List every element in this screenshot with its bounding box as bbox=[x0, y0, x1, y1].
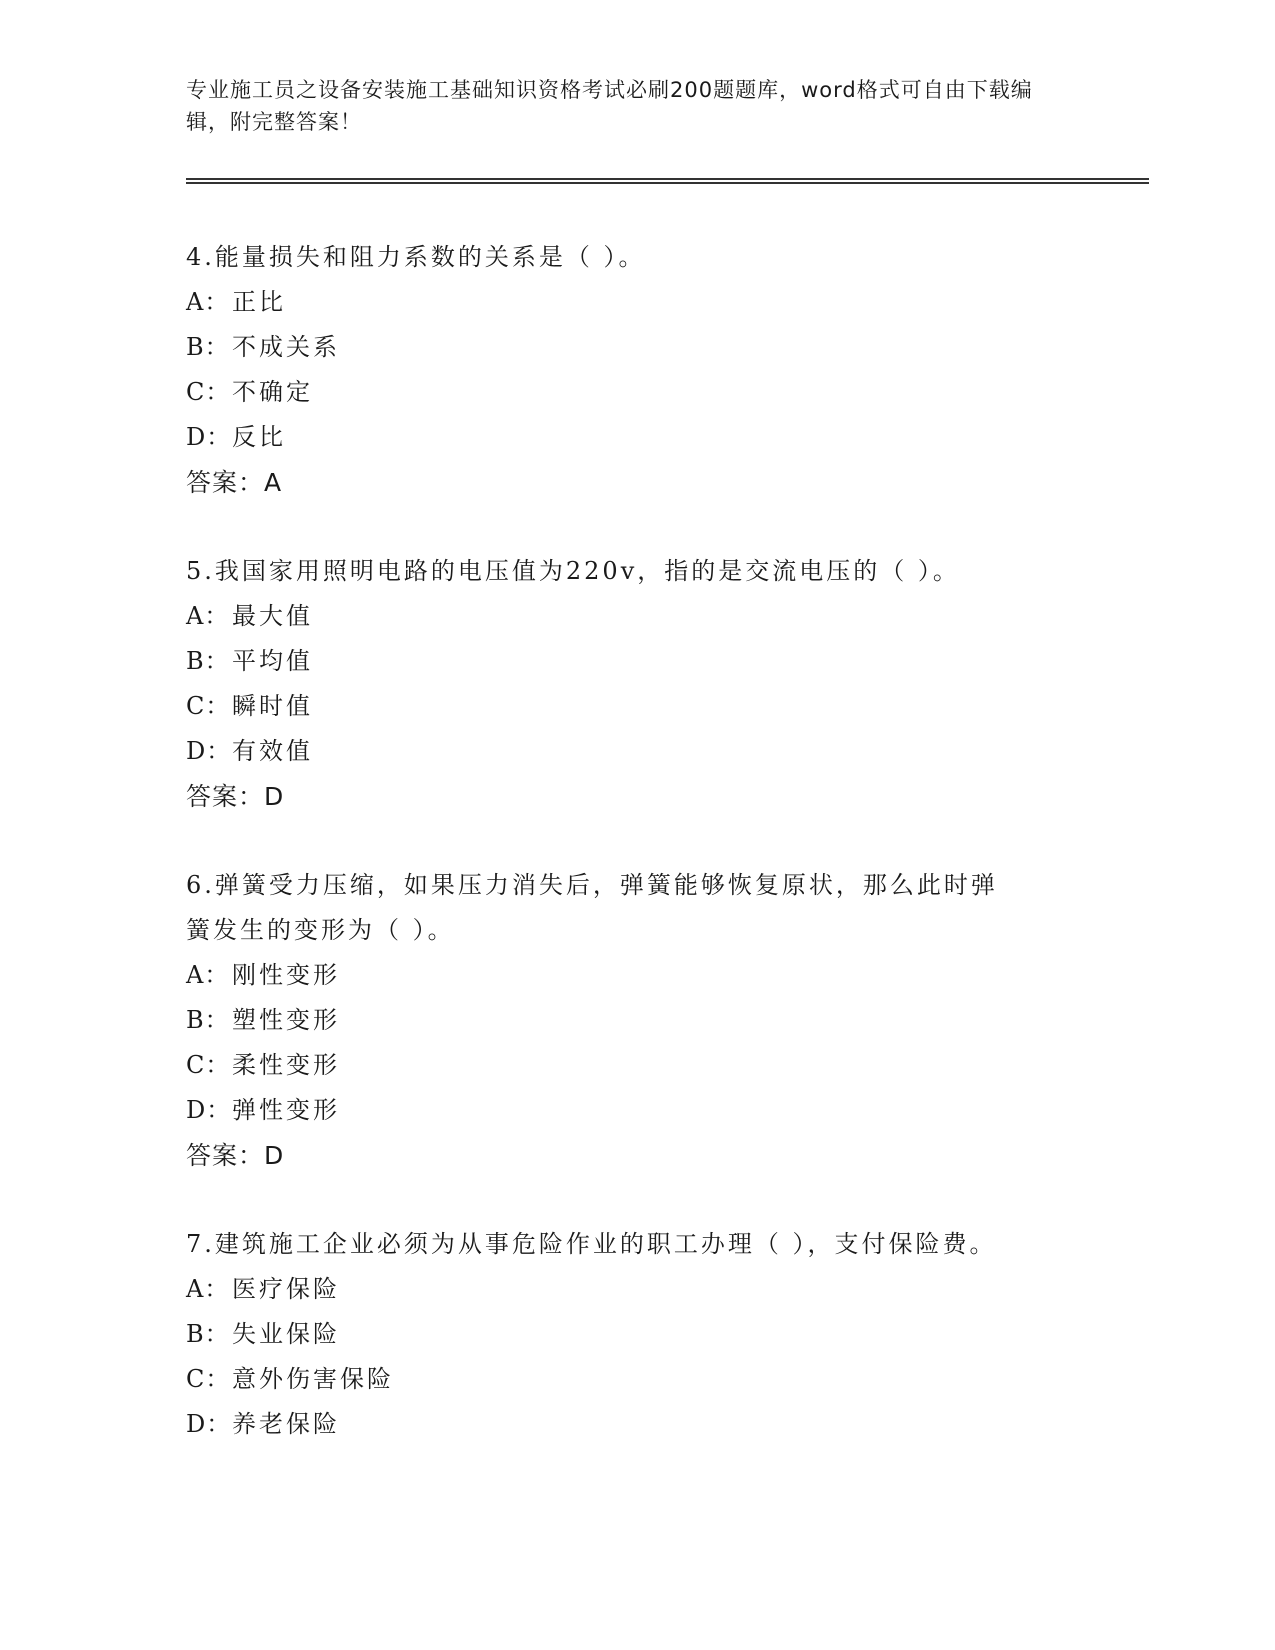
question-block bbox=[186, 863, 1086, 1178]
question-text: 7.建筑施工企业必须为从事危险作业的职工办理（ ），支付保险费。 bbox=[186, 1230, 997, 1258]
option-key: B： bbox=[186, 333, 230, 361]
option-text: 柔性变形 bbox=[232, 1051, 340, 1079]
option-text: 失业保险 bbox=[232, 1320, 340, 1348]
answer-option bbox=[186, 1312, 1086, 1357]
answer-option bbox=[186, 953, 1086, 998]
question-list bbox=[186, 235, 1086, 1491]
answer-option bbox=[186, 594, 1086, 639]
question-text: 4.能量损失和阻力系数的关系是（ ）。 bbox=[186, 243, 646, 271]
option-text: 平均值 bbox=[232, 647, 313, 675]
option-key: D： bbox=[186, 423, 232, 451]
option-text: 养老保险 bbox=[232, 1410, 340, 1438]
answer-option bbox=[186, 729, 1086, 774]
option-text: 最大值 bbox=[232, 602, 313, 630]
answer-option bbox=[186, 998, 1086, 1043]
option-key: D： bbox=[186, 1096, 232, 1124]
option-key: B： bbox=[186, 1006, 230, 1034]
answer-option bbox=[186, 415, 1086, 460]
option-text: 有效值 bbox=[232, 737, 313, 765]
option-text: 反比 bbox=[232, 423, 286, 451]
document-header: 专业施工员之设备安装施工基础知识资格考试必刷200题题库，word格式可自由下载编辑，附完整答案！ bbox=[186, 78, 1033, 134]
answer-option bbox=[186, 325, 1086, 370]
answer-option bbox=[186, 1357, 1086, 1402]
answer-option bbox=[186, 1402, 1086, 1447]
option-key: B： bbox=[186, 1320, 230, 1348]
option-key: C： bbox=[186, 692, 231, 720]
option-text: 医疗保险 bbox=[232, 1275, 340, 1303]
option-key: D： bbox=[186, 737, 232, 765]
option-key: A： bbox=[186, 1275, 230, 1303]
question-block bbox=[186, 235, 1086, 505]
option-key: A： bbox=[186, 288, 230, 316]
answer-option bbox=[186, 1043, 1086, 1088]
option-text: 塑性变形 bbox=[232, 1006, 340, 1034]
option-key: A： bbox=[186, 961, 230, 989]
option-key: C： bbox=[186, 1051, 231, 1079]
answer-option bbox=[186, 1267, 1086, 1312]
answer-key: 答案：A bbox=[186, 468, 283, 497]
question-block bbox=[186, 549, 1086, 819]
answer-option bbox=[186, 639, 1086, 684]
option-key: C： bbox=[186, 1365, 231, 1393]
answer-option bbox=[186, 1088, 1086, 1133]
option-key: C： bbox=[186, 378, 231, 406]
option-text: 意外伤害保险 bbox=[232, 1365, 394, 1393]
answer-key: 答案：D bbox=[186, 1141, 285, 1170]
header-divider-top bbox=[186, 178, 1149, 180]
header-divider-bottom bbox=[186, 182, 1149, 184]
option-text: 不确定 bbox=[232, 378, 313, 406]
option-text: 刚性变形 bbox=[232, 961, 340, 989]
option-text: 不成关系 bbox=[232, 333, 340, 361]
question-text: 簧发生的变形为（ ）。 bbox=[186, 916, 455, 944]
answer-option bbox=[186, 370, 1086, 415]
option-text: 瞬时值 bbox=[232, 692, 313, 720]
option-key: D： bbox=[186, 1410, 232, 1438]
option-text: 弹性变形 bbox=[232, 1096, 340, 1124]
option-key: A： bbox=[186, 602, 230, 630]
answer-key: 答案：D bbox=[186, 782, 285, 811]
question-text: 6.弹簧受力压缩，如果压力消失后，弹簧能够恢复原状，那么此时弹 bbox=[186, 871, 998, 899]
question-block bbox=[186, 1222, 1086, 1447]
option-key: B： bbox=[186, 647, 230, 675]
option-text: 正比 bbox=[232, 288, 286, 316]
question-text: 5.我国家用照明电路的电压值为220v，指的是交流电压的（ ）。 bbox=[186, 557, 960, 585]
answer-option bbox=[186, 684, 1086, 729]
answer-option bbox=[186, 280, 1086, 325]
